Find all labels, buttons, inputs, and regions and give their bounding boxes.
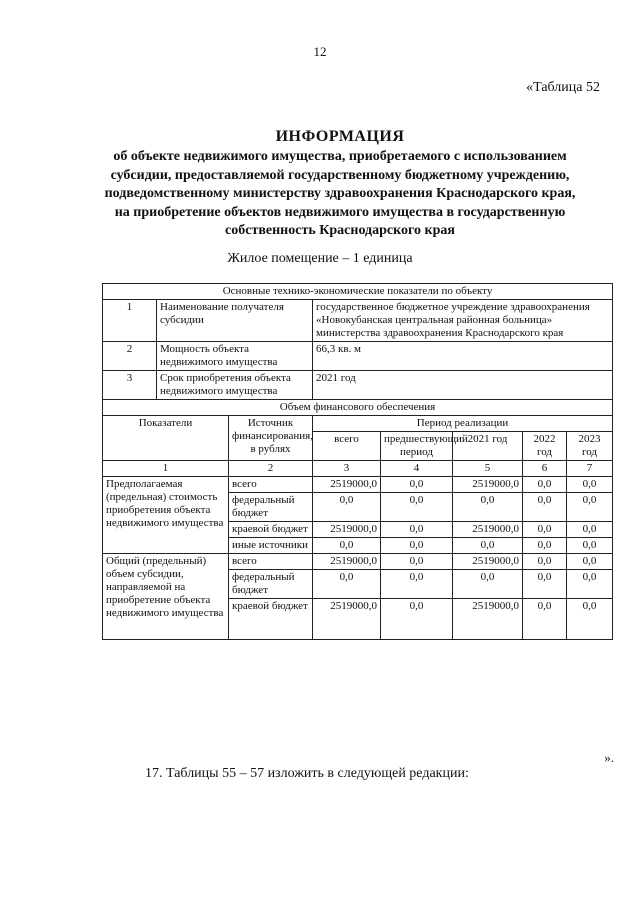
- value-2021: 2519000,0: [453, 522, 523, 538]
- header-2021: 2021 год: [453, 432, 523, 461]
- column-number: 1: [103, 461, 229, 477]
- section-title: Основные технико-экономические показатели по объекту: [103, 284, 613, 300]
- indicator-row: [103, 342, 613, 371]
- source-cell: всего: [229, 477, 313, 493]
- value-2021: 0,0: [453, 493, 523, 522]
- section-title-row: [103, 400, 613, 416]
- section-title: Объем финансового обеспечения: [103, 400, 613, 416]
- source-cell: всего: [229, 554, 313, 570]
- value-total: 2519000,0: [313, 522, 381, 538]
- value-total: 2519000,0: [313, 554, 381, 570]
- finance-row: [103, 477, 613, 493]
- header-source: Источник финансирования, в рублях: [229, 416, 313, 461]
- group-label: Общий (предельный) объем субсидии, направляемой на приобретение объекта недвижимого имущества: [103, 554, 229, 640]
- value-total: 2519000,0: [313, 599, 381, 640]
- header-row: [103, 416, 613, 432]
- indicator-number: 2: [103, 342, 157, 371]
- indicator-name: Наименование получателя субсидии: [157, 300, 313, 342]
- column-number: 3: [313, 461, 381, 477]
- column-number: 4: [381, 461, 453, 477]
- closing-quote: ».: [604, 750, 614, 765]
- value-previous: 0,0: [381, 522, 453, 538]
- heading-title: ИНФОРМАЦИЯ: [275, 128, 405, 145]
- value-2023: 0,0: [567, 477, 613, 493]
- heading-line: об объекте недвижимого имущества, приобретаемого с использованием: [113, 149, 567, 164]
- value-2023: 0,0: [567, 493, 613, 522]
- indicator-name: Мощность объекта недвижимого имущества: [157, 342, 313, 371]
- header-indicators: Показатели: [103, 416, 229, 461]
- value-2022: 0,0: [523, 538, 567, 554]
- indicator-number: 1: [103, 300, 157, 342]
- indicator-row: [103, 371, 613, 400]
- indicator-value: 66,3 кв. м: [313, 342, 613, 371]
- value-2023: 0,0: [567, 522, 613, 538]
- header-2022: 2022 год: [523, 432, 567, 461]
- indicator-value: 2021 год: [313, 371, 613, 400]
- heading-line: субсидии, предоставляемой государственному бюджетному учреждению,: [110, 167, 570, 183]
- value-2022: 0,0: [523, 522, 567, 538]
- value-total: 0,0: [313, 493, 381, 522]
- info-table: [102, 283, 613, 640]
- value-2022: 0,0: [523, 599, 567, 640]
- value-2022: 0,0: [523, 554, 567, 570]
- heading-line: подведомственному министерству здравоохранения Краснодарского края,: [104, 186, 576, 201]
- header-previous: предшествующий период: [381, 432, 453, 461]
- value-2023: 0,0: [567, 538, 613, 554]
- value-total: 0,0: [313, 570, 381, 599]
- value-previous: 0,0: [381, 538, 453, 554]
- value-previous: 0,0: [381, 477, 453, 493]
- table-label: «Таблица 52: [526, 80, 600, 95]
- value-total: 2519000,0: [313, 477, 381, 493]
- document-heading: [60, 128, 620, 241]
- value-total: 0,0: [313, 538, 381, 554]
- value-2021: 0,0: [453, 538, 523, 554]
- value-previous: 0,0: [381, 554, 453, 570]
- value-2023: 0,0: [567, 599, 613, 640]
- group-label: Предполагаемая (предельная) стоимость приобретения объекта недвижимого имущества: [103, 477, 229, 554]
- column-number: 5: [453, 461, 523, 477]
- column-number: 7: [567, 461, 613, 477]
- column-number-row: [103, 461, 613, 477]
- heading-line: на приобретение объектов недвижимого имущества в государственную: [114, 204, 566, 220]
- source-cell: иные источники: [229, 538, 313, 554]
- source-cell: федеральный бюджет: [229, 493, 313, 522]
- finance-row: [103, 554, 613, 570]
- value-2022: 0,0: [523, 477, 567, 493]
- indicator-row: [103, 300, 613, 342]
- value-2022: 0,0: [523, 570, 567, 599]
- heading-line: собственность Краснодарского края: [225, 223, 455, 238]
- value-2022: 0,0: [523, 493, 567, 522]
- column-number: 2: [229, 461, 313, 477]
- value-previous: 0,0: [381, 599, 453, 640]
- value-previous: 0,0: [381, 493, 453, 522]
- value-2021: 2519000,0: [453, 477, 523, 493]
- header-total: всего: [313, 432, 381, 461]
- section-title-row: [103, 284, 613, 300]
- column-number: 6: [523, 461, 567, 477]
- indicator-value: государственное бюджетное учреждение здравоохранения «Новокубанская центральная районная больница» министерства здравоохранения Краснодарского края: [313, 300, 613, 342]
- header-period: Период реализации: [313, 416, 613, 432]
- header-2023: 2023 год: [567, 432, 613, 461]
- indicator-number: 3: [103, 371, 157, 400]
- indicator-name: Срок приобретения объекта недвижимого имущества: [157, 371, 313, 400]
- value-2021: 0,0: [453, 570, 523, 599]
- value-2023: 0,0: [567, 570, 613, 599]
- value-2023: 0,0: [567, 554, 613, 570]
- source-cell: краевой бюджет: [229, 599, 313, 640]
- object-subtitle: Жилое помещение – 1 единица: [227, 251, 413, 266]
- source-cell: федеральный бюджет: [229, 570, 313, 599]
- value-previous: 0,0: [381, 570, 453, 599]
- value-2021: 2519000,0: [453, 599, 523, 640]
- page-number: 12: [313, 44, 327, 59]
- amendment-paragraph: 17. Таблицы 55 – 57 изложить в следующей редакции:: [145, 766, 469, 781]
- value-2021: 2519000,0: [453, 554, 523, 570]
- source-cell: краевой бюджет: [229, 522, 313, 538]
